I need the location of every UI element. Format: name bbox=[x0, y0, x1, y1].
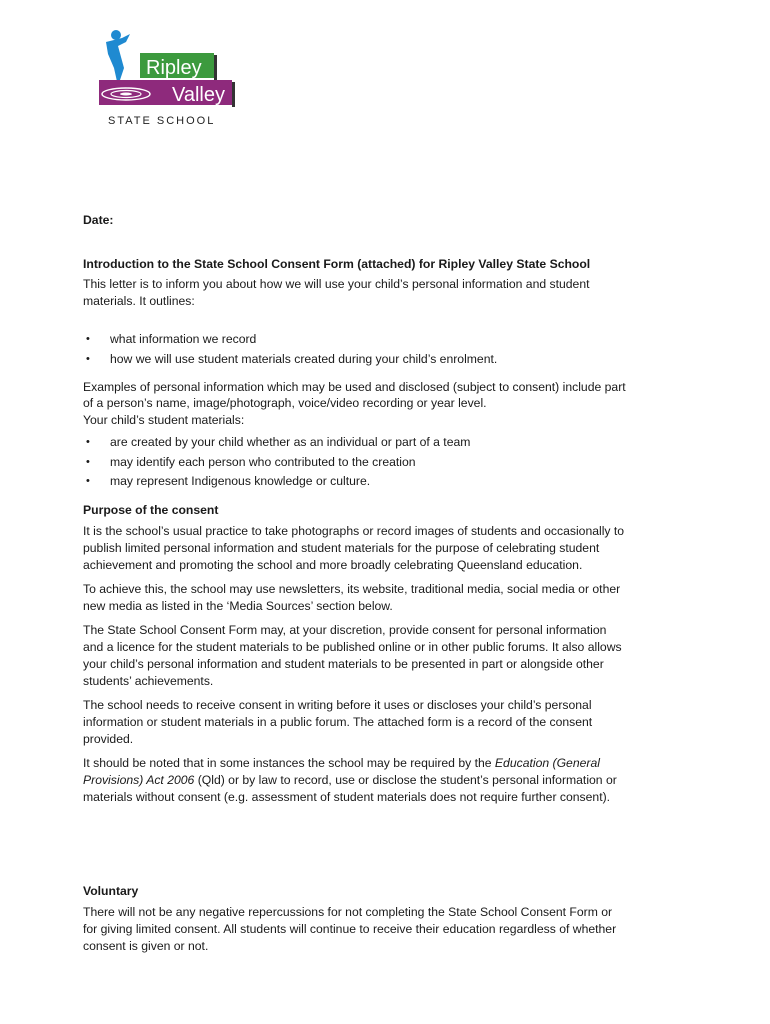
logo-subtitle: STATE SCHOOL bbox=[108, 115, 216, 127]
paragraph-line: materials without consent (e.g. assessment of student materials does not require further consent). bbox=[83, 790, 611, 804]
paragraph-line: information or student materials in a public forum. The attached form is a record of the consent bbox=[83, 715, 593, 729]
text-run: (Qld) or by law to record, use or disclose the student’s personal information or bbox=[194, 773, 617, 787]
paragraph-line bbox=[83, 755, 693, 772]
logo-figure-body bbox=[106, 34, 130, 86]
paragraph-line: new media as listed in the ‘Media Sources’ section below. bbox=[83, 599, 393, 613]
paragraph-line: for giving limited consent. All students will continue to receive their education regardless of whether bbox=[83, 922, 617, 936]
logo-figure-head bbox=[111, 30, 121, 40]
logo-line1: Ripley bbox=[146, 57, 202, 79]
date-label: Date: bbox=[83, 213, 114, 227]
act-title-run: Provisions) Act 2006 bbox=[83, 773, 195, 787]
purpose-paragraph-3 bbox=[83, 622, 693, 690]
paragraph-line: and a licence for the student materials to be published online or in other public forums. It also allows bbox=[83, 640, 622, 654]
list-item: • are created by your child whether as an individual or part of a team bbox=[83, 434, 693, 454]
purpose-paragraph-5 bbox=[83, 755, 693, 806]
paragraph-line: achievement and promoting the school and more broadly celebrating Queensland education. bbox=[83, 558, 583, 572]
paragraph-line: students’ achievements. bbox=[83, 674, 214, 688]
list-item: • what information we record bbox=[83, 331, 693, 351]
paragraph-line: your child’s personal information and student materials to be presented in part or alongside other bbox=[83, 657, 604, 671]
purpose-heading: Purpose of the consent bbox=[83, 503, 219, 517]
logo-line2: Valley bbox=[172, 84, 225, 106]
outline-list bbox=[83, 331, 693, 370]
paragraph-line: There will not be any negative repercussions for not completing the State School Consent Form or bbox=[83, 905, 613, 919]
list-item: • may identify each person who contributed to the creation bbox=[83, 454, 693, 474]
paragraph-line: It is the school’s usual practice to take photographs or record images of students and occasionally to bbox=[83, 524, 625, 538]
intro-heading: Introduction to the State School Consent Form (attached) for Ripley Valley State School bbox=[83, 257, 591, 271]
paragraph-line: publish limited personal information and student materials for the purpose of celebrating student bbox=[83, 541, 600, 555]
paragraph-line: consent is given or not. bbox=[83, 939, 209, 953]
materials-list bbox=[83, 434, 693, 493]
examples-line: Examples of personal information which may be used and disclosed (subject to consent) include part bbox=[83, 380, 626, 394]
list-item: • how we will use student materials created during your child’s enrolment. bbox=[83, 351, 693, 371]
paragraph-line: The State School Consent Form may, at your discretion, provide consent for personal information bbox=[83, 623, 607, 637]
purpose-paragraph-1 bbox=[83, 523, 693, 574]
intro-paragraph-line: This letter is to inform you about how we will use your child’s personal information and student bbox=[83, 277, 590, 291]
purpose-paragraph-2 bbox=[83, 581, 693, 615]
list-item: • may represent Indigenous knowledge or culture. bbox=[83, 473, 693, 493]
examples-line: of a person’s name, image/photograph, voice/video recording or year level. bbox=[83, 396, 487, 410]
materials-intro: Your child’s student materials: bbox=[83, 413, 245, 427]
act-title-run: Education (General bbox=[494, 756, 600, 770]
voluntary-paragraph bbox=[83, 904, 693, 955]
paragraph-line: provided. bbox=[83, 732, 134, 746]
text-run: It should be noted that in some instances the school may be required by the bbox=[83, 756, 495, 770]
school-logo bbox=[96, 28, 241, 128]
purpose-paragraph-4 bbox=[83, 697, 693, 748]
paragraph-line: To achieve this, the school may use newsletters, its website, traditional media, social media or other bbox=[83, 582, 621, 596]
intro-paragraph-line: materials. It outlines: bbox=[83, 294, 195, 308]
paragraph-line: The school needs to receive consent in writing before it uses or discloses your child’s personal bbox=[83, 698, 592, 712]
voluntary-heading: Voluntary bbox=[83, 884, 139, 898]
paragraph-line bbox=[83, 772, 693, 789]
